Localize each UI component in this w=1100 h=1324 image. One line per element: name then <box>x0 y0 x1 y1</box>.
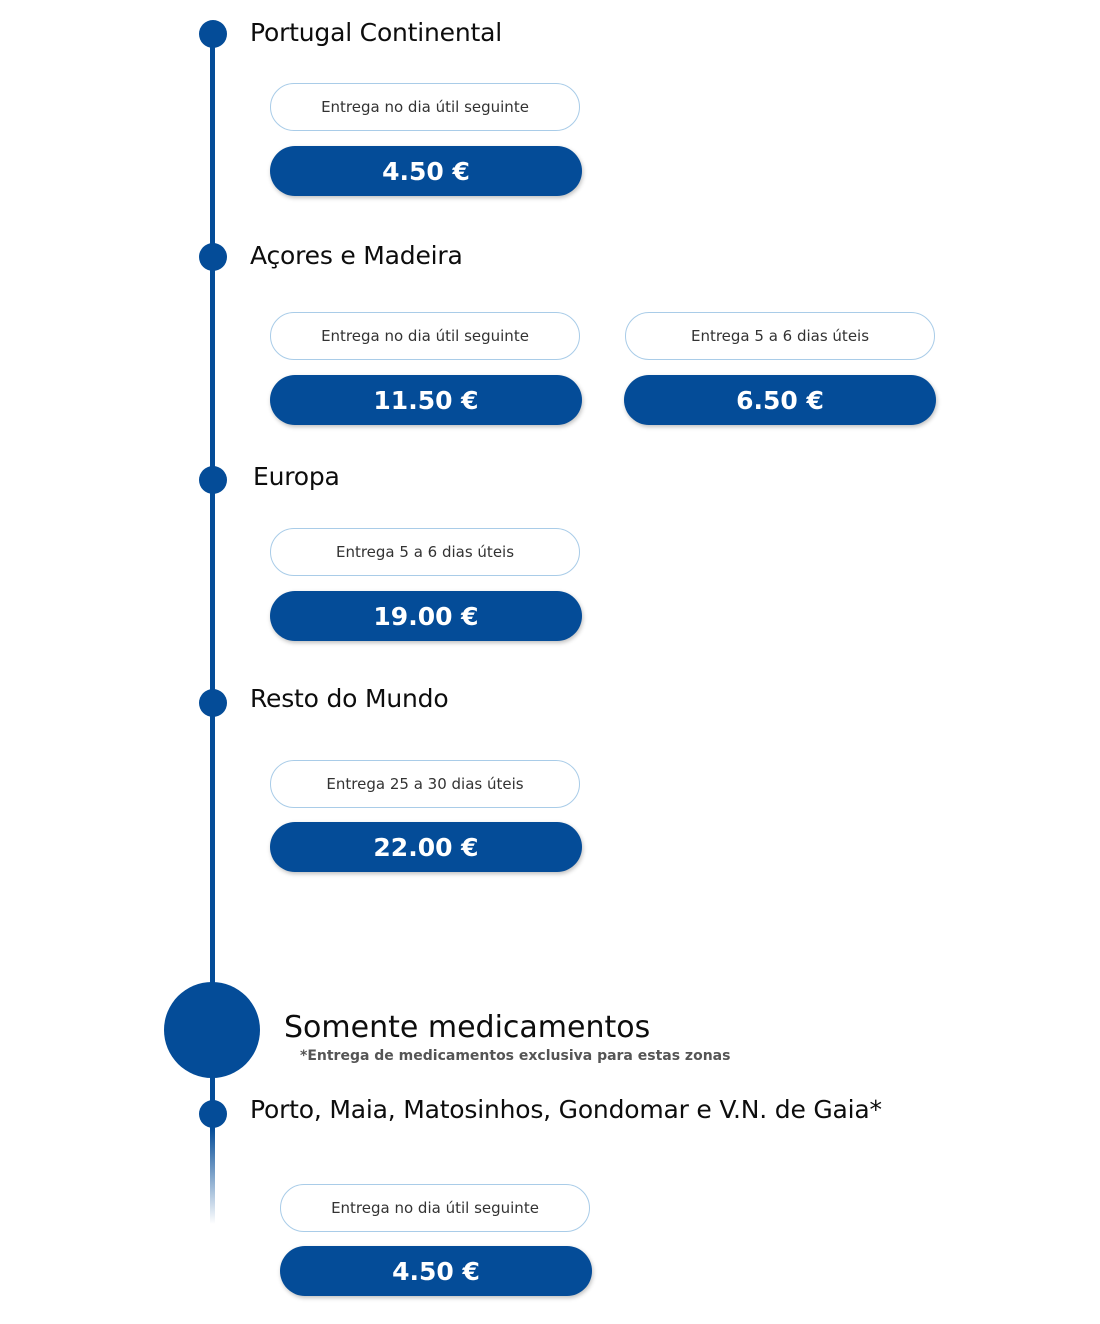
zone-title-portugal-continental: Portugal Continental <box>250 18 502 47</box>
timeline-dot <box>199 20 227 48</box>
price-button[interactable]: 6.50 € <box>624 375 936 425</box>
delivery-option-label[interactable]: Entrega 5 a 6 dias úteis <box>625 312 935 360</box>
timeline-dot <box>199 1100 227 1128</box>
section-marker <box>164 982 260 1078</box>
delivery-option-label[interactable]: Entrega 5 a 6 dias úteis <box>270 528 580 576</box>
timeline-dot <box>199 243 227 271</box>
delivery-option-label[interactable]: Entrega no dia útil seguinte <box>270 83 580 131</box>
delivery-option-label[interactable]: Entrega no dia útil seguinte <box>280 1184 590 1232</box>
section-note: *Entrega de medicamentos exclusiva para estas zonas <box>300 1048 731 1064</box>
delivery-option-label[interactable]: Entrega no dia útil seguinte <box>270 312 580 360</box>
price-button[interactable]: 4.50 € <box>280 1246 592 1296</box>
zone-title-resto-do-mundo: Resto do Mundo <box>250 684 449 713</box>
zone-title-porto-area: Porto, Maia, Matosinhos, Gondomar e V.N. de Gaia* <box>250 1095 882 1124</box>
section-title: Somente medicamentos <box>284 1010 651 1045</box>
zone-title-acores-madeira: Açores e Madeira <box>250 241 463 270</box>
delivery-option-label[interactable]: Entrega 25 a 30 dias úteis <box>270 760 580 808</box>
zone-title-europa: Europa <box>253 462 340 491</box>
price-button[interactable]: 11.50 € <box>270 375 582 425</box>
timeline-dot <box>199 466 227 494</box>
price-button[interactable]: 19.00 € <box>270 591 582 641</box>
price-button[interactable]: 4.50 € <box>270 146 582 196</box>
price-button[interactable]: 22.00 € <box>270 822 582 872</box>
timeline-dot <box>199 689 227 717</box>
